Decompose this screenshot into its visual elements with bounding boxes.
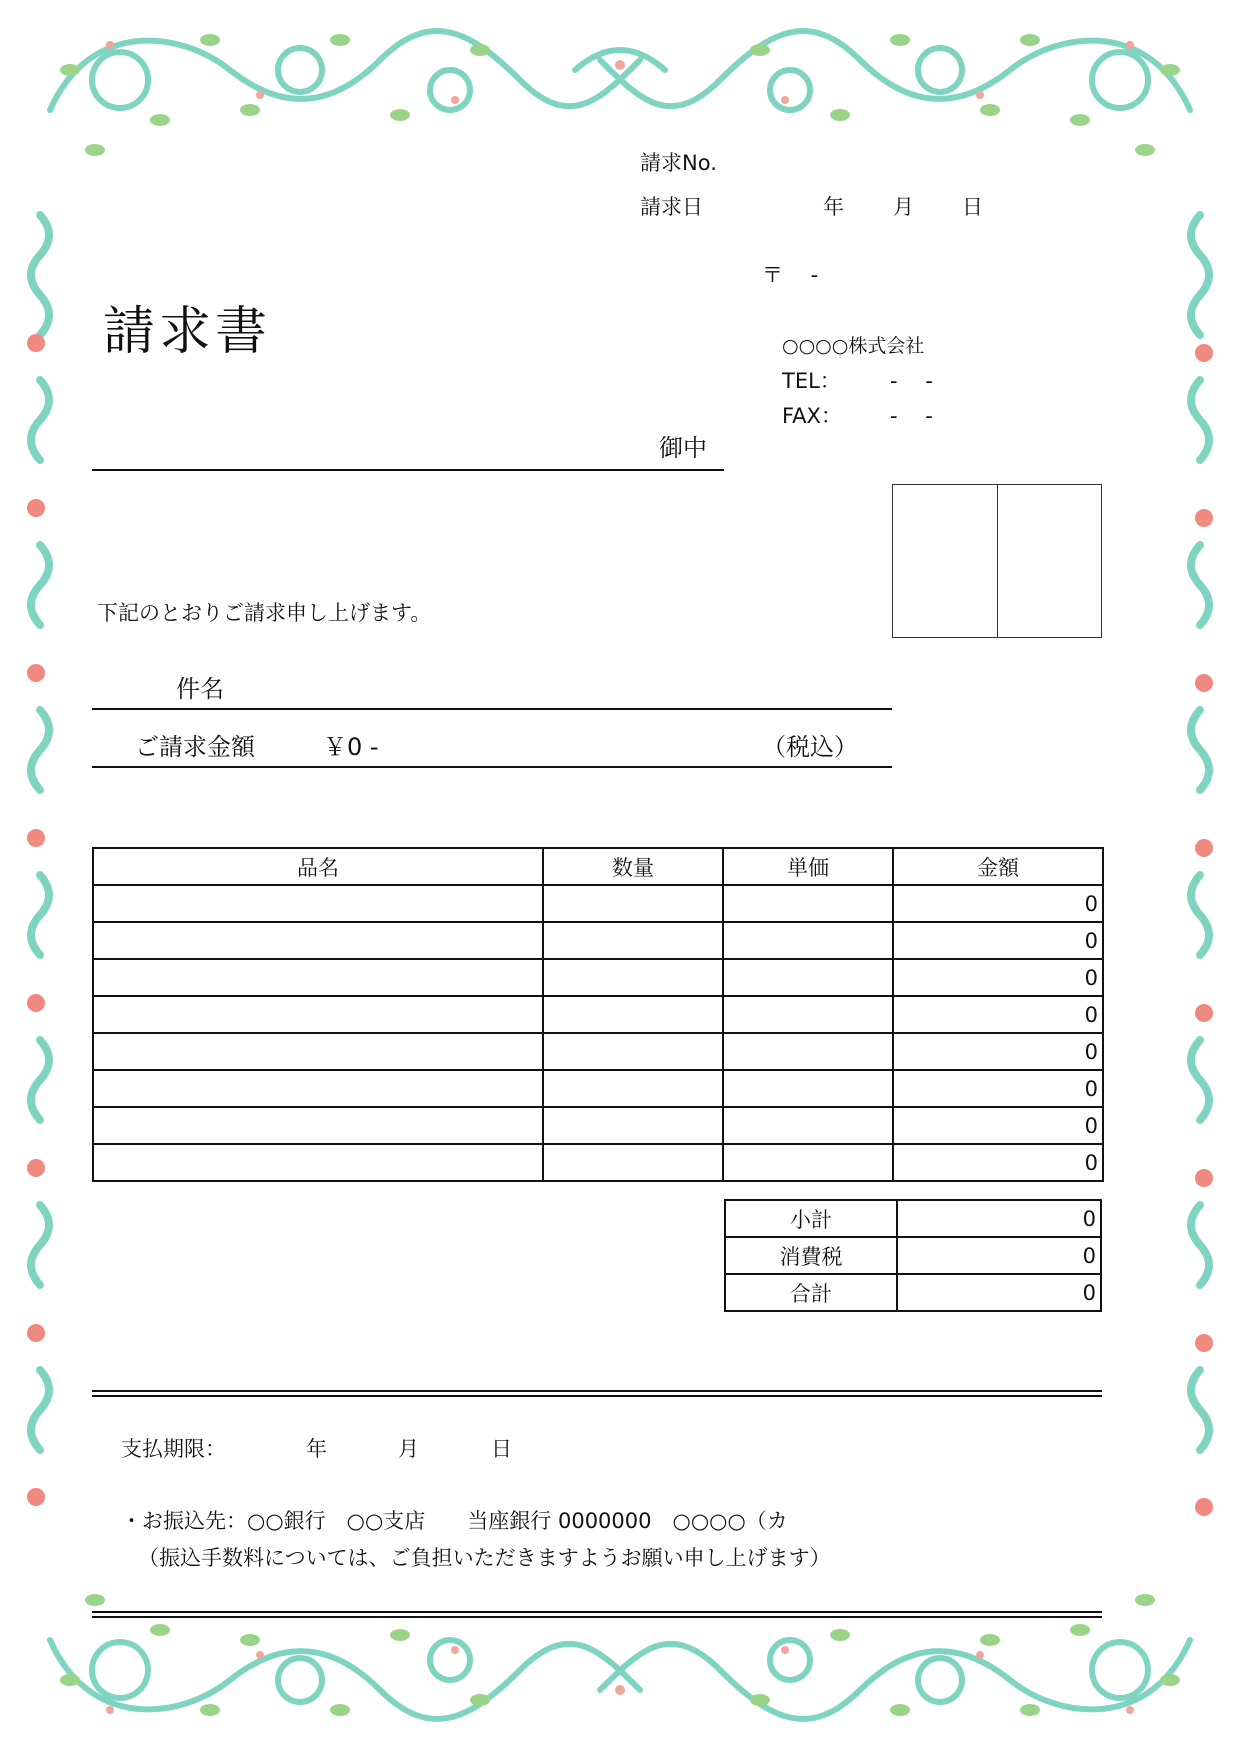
transfer-fee-note: （振込手数料については、ご負担いただきますようお願い申し上げます） — [138, 1546, 831, 1570]
amount-cell: 0 — [893, 1070, 1103, 1107]
payment-deadline-month: 月 — [398, 1437, 419, 1461]
unit-price-cell[interactable] — [723, 885, 893, 922]
total-row — [725, 1274, 1101, 1311]
item-name-cell[interactable] — [93, 1144, 543, 1181]
quantity-cell[interactable] — [543, 1107, 723, 1144]
table-row — [93, 996, 1103, 1033]
quantity-cell[interactable] — [543, 922, 723, 959]
item-name-cell[interactable] — [93, 885, 543, 922]
invoice-date-year: 年 — [823, 195, 844, 219]
table-row — [93, 922, 1103, 959]
subject-underline — [92, 708, 892, 710]
bank-transfer-details: ・お振込先：○○銀行 ○○支店 当座銀行 0000000 ○○○○（カ — [121, 1509, 788, 1533]
right-ribbon-dots — [1195, 344, 1213, 1516]
payment-deadline-day: 日 — [491, 1437, 512, 1461]
quantity-cell[interactable] — [543, 996, 723, 1033]
unit-price-cell[interactable] — [723, 1144, 893, 1181]
table-row — [93, 885, 1103, 922]
unit-price-cell[interactable] — [723, 1107, 893, 1144]
top-leaves — [60, 34, 1180, 156]
quantity-cell[interactable] — [543, 885, 723, 922]
unit-price-cell[interactable] — [723, 1033, 893, 1070]
item-name-cell[interactable] — [93, 959, 543, 996]
invoice-number-label: 請求No. — [640, 151, 717, 175]
amount-cell: 0 — [893, 1107, 1103, 1144]
billing-amount-label: ご請求金額 — [135, 733, 255, 761]
unit-price-cell[interactable] — [723, 959, 893, 996]
sender-tel-value: - - — [890, 369, 933, 393]
item-name-cell[interactable] — [93, 996, 543, 1033]
table-row — [93, 959, 1103, 996]
bottom-pink-dots — [106, 1646, 1134, 1714]
sender-fax-value: - - — [890, 404, 933, 428]
sender-company-name: ○○○○株式会社 — [782, 335, 925, 357]
total-value: 0 — [897, 1274, 1101, 1311]
header-unit-price: 単価 — [723, 848, 893, 885]
amount-cell: 0 — [893, 959, 1103, 996]
item-name-cell[interactable] — [93, 1033, 543, 1070]
sender-tel-label: TEL： — [782, 369, 841, 393]
document-title: 請求書 — [103, 302, 272, 362]
amount-cell: 0 — [893, 885, 1103, 922]
consumption-tax-value: 0 — [897, 1237, 1101, 1274]
recipient-underline — [92, 469, 724, 471]
unit-price-cell[interactable] — [723, 996, 893, 1033]
payment-deadline-label: 支払期限： — [121, 1437, 226, 1461]
top-floral-border — [50, 31, 1190, 110]
left-ribbon-border — [31, 215, 49, 1450]
total-label: 合計 — [725, 1274, 897, 1311]
amount-cell: 0 — [893, 1033, 1103, 1070]
invoice-date-day: 日 — [962, 195, 983, 219]
invoice-date-month: 月 — [893, 195, 914, 219]
quantity-cell[interactable] — [543, 1144, 723, 1181]
amount-cell: 0 — [893, 922, 1103, 959]
unit-price-cell[interactable] — [723, 1070, 893, 1107]
top-pink-dots — [106, 41, 1134, 104]
tax-included-note: （税込） — [762, 733, 858, 761]
intro-text: 下記のとおりご請求申し上げます。 — [97, 601, 432, 625]
table-row — [93, 1033, 1103, 1070]
subject-label: 件名 — [176, 675, 224, 703]
header-item-name: 品名 — [93, 848, 543, 885]
right-ribbon-border — [1191, 215, 1209, 1450]
footer-divider-bottom — [92, 1616, 1102, 1618]
sender-fax-label: FAX： — [782, 404, 842, 428]
quantity-cell[interactable] — [543, 1070, 723, 1107]
header-quantity: 数量 — [543, 848, 723, 885]
stamp-box-divider — [997, 485, 998, 637]
totals-table — [724, 1199, 1102, 1312]
line-items-table — [92, 847, 1104, 1182]
sender-postal-code: 〒 - — [762, 263, 819, 287]
billing-amount-value: ￥0 - — [323, 733, 379, 761]
unit-price-cell[interactable] — [723, 922, 893, 959]
quantity-cell[interactable] — [543, 1033, 723, 1070]
stamp-box — [892, 484, 1102, 638]
tax-row — [725, 1237, 1101, 1274]
recipient-suffix: 御中 — [659, 434, 707, 462]
item-name-cell[interactable] — [93, 1107, 543, 1144]
amount-cell: 0 — [893, 1144, 1103, 1181]
header-amount: 金額 — [893, 848, 1103, 885]
bottom-floral-border — [50, 1640, 1190, 1719]
amount-cell: 0 — [893, 996, 1103, 1033]
table-row — [93, 1144, 1103, 1181]
consumption-tax-label: 消費税 — [725, 1237, 897, 1274]
item-name-cell[interactable] — [93, 922, 543, 959]
amount-underline — [92, 766, 892, 768]
left-ribbon-dots — [27, 334, 45, 1506]
table-header-row — [93, 848, 1103, 885]
quantity-cell[interactable] — [543, 959, 723, 996]
payment-deadline-year: 年 — [306, 1437, 327, 1461]
item-name-cell[interactable] — [93, 1070, 543, 1107]
table-row — [93, 1070, 1103, 1107]
section-divider-bottom — [92, 1395, 1102, 1397]
subtotal-value: 0 — [897, 1200, 1101, 1237]
invoice-date-label: 請求日 — [640, 195, 703, 219]
subtotal-row — [725, 1200, 1101, 1237]
section-divider-top — [92, 1390, 1102, 1392]
table-row — [93, 1107, 1103, 1144]
subtotal-label: 小計 — [725, 1200, 897, 1237]
footer-divider-top — [92, 1611, 1102, 1613]
